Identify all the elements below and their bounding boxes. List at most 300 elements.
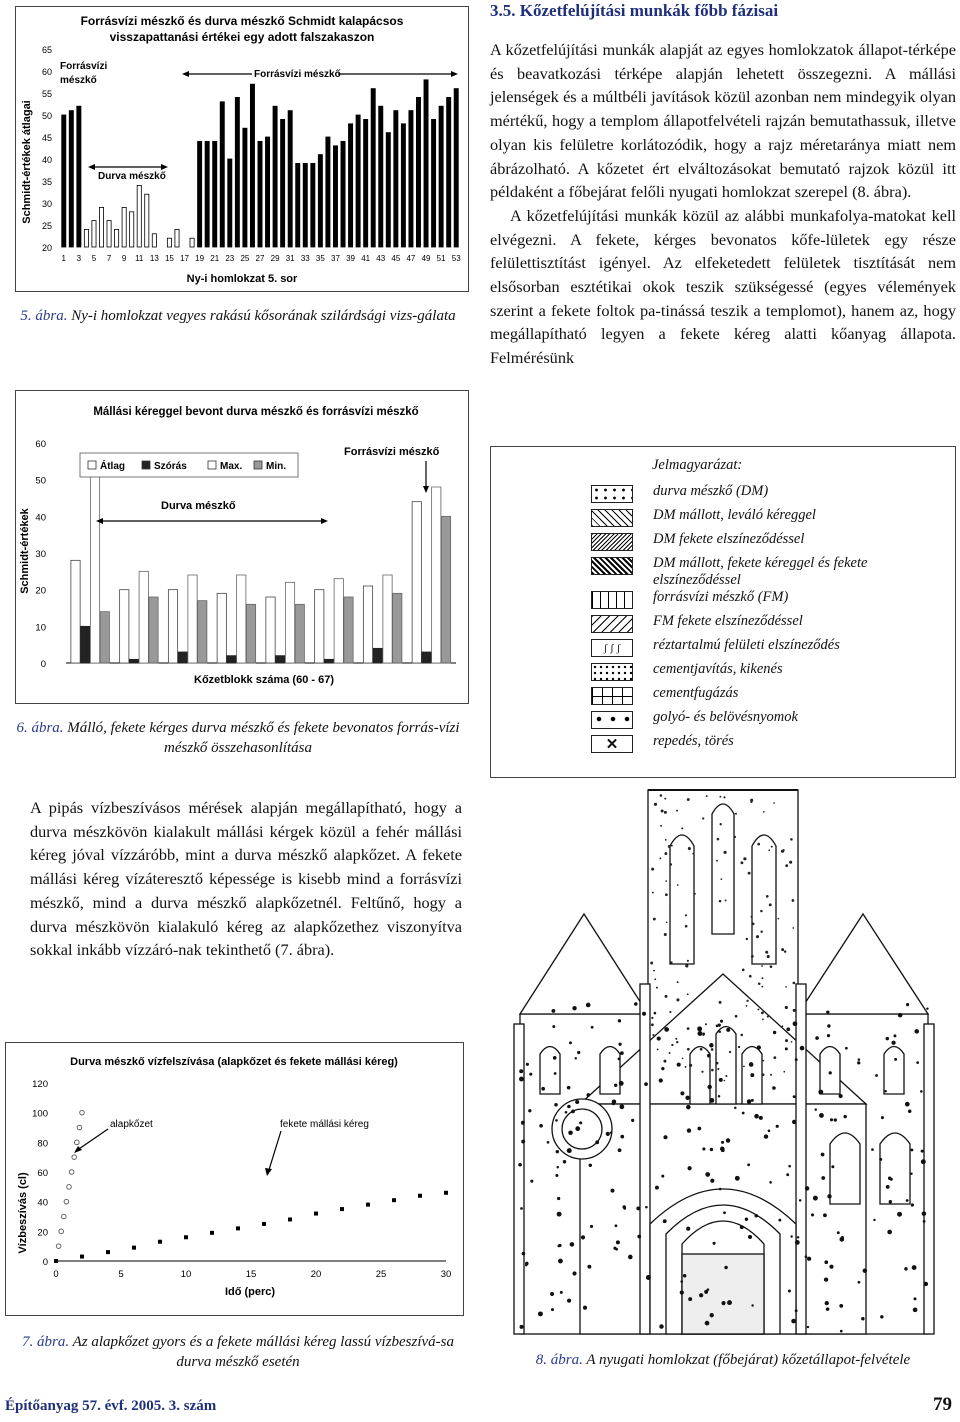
facade-texture-dot <box>781 948 784 951</box>
fig6-bar <box>276 656 285 663</box>
facade-texture-dot <box>554 1072 557 1075</box>
facade-texture-dot <box>642 1012 646 1016</box>
facade-texture-dot <box>671 845 673 847</box>
facade-texture-dot <box>815 1036 819 1040</box>
figure-7-chart <box>5 1042 464 1316</box>
fig6-bar <box>285 582 294 663</box>
legend-label: DM fekete elszíneződéssel <box>653 531 805 547</box>
facade-texture-dot <box>750 1073 754 1077</box>
facade-texture-dot <box>613 1247 616 1250</box>
facade-texture-dot <box>653 918 656 921</box>
fig7-ytick-label: 40 <box>37 1197 48 1209</box>
facade-texture-dot <box>634 1002 638 1006</box>
facade-texture-dot <box>579 1121 582 1124</box>
fig6-bar <box>334 579 343 663</box>
fig5-bar <box>152 234 156 247</box>
fig5-xtick-label: 25 <box>240 254 250 263</box>
facade-texture-dot <box>745 1218 748 1221</box>
facade-texture-dot <box>688 847 691 850</box>
fig5-bar <box>326 137 330 247</box>
legend-item <box>591 555 960 588</box>
fig5-title-line1: Forrásvízi mészkő és durva mészkő Schmidt kalapácsos <box>80 14 404 28</box>
fig5-bar <box>130 212 134 247</box>
facade-texture-dot <box>756 935 759 938</box>
facade-texture-dot <box>826 1011 829 1014</box>
legend-swatch: ʃ ʃ ʃ <box>591 639 633 657</box>
facade-texture-dot <box>751 1304 753 1306</box>
facade-texture-dot <box>702 817 704 819</box>
fig6-ylabel: Schmidt-értékek <box>19 508 31 594</box>
fig5-bar <box>416 97 420 247</box>
fig5-bar <box>62 115 66 247</box>
facade-texture-dot <box>660 794 663 797</box>
facade-texture-dot <box>665 880 667 882</box>
facade-texture-dot <box>786 1027 790 1031</box>
facade-texture-dot <box>701 1071 703 1073</box>
facade-texture-dot <box>916 1061 919 1064</box>
facade-texture-dot <box>558 1259 563 1264</box>
fig5-bar <box>220 102 224 247</box>
facade-texture-dot <box>725 1075 727 1077</box>
facade-texture-dot <box>586 1003 591 1008</box>
legend-label: DM mállott, leváló kéreggel <box>653 507 816 523</box>
facade-texture-dot <box>616 1240 620 1244</box>
facade-texture-dot <box>897 1212 902 1217</box>
fig7-point-crust <box>158 1240 162 1244</box>
fig6-bar <box>227 656 236 663</box>
fig5-xtick-label: 29 <box>270 254 280 263</box>
fig7-caption-text: Az alapkőzet gyors és a fekete mállási kéreg lassú vízbeszívá-sa durva mészkő esetén <box>72 1334 455 1370</box>
facade-texture-dot <box>729 1051 731 1053</box>
facade-texture-dot <box>589 1164 592 1167</box>
facade-texture-dot <box>725 899 727 901</box>
fig6-arrowhead-dm-right <box>321 518 328 524</box>
facade-texture-dot <box>521 1121 525 1125</box>
facade-texture-dot <box>839 1304 843 1308</box>
fig7-point-bedrock <box>80 1110 85 1115</box>
facade-texture-dot <box>660 825 662 827</box>
facade-texture-dot <box>668 845 671 848</box>
facade-texture-dot <box>793 1021 798 1026</box>
fig5-xtick-label: 3 <box>76 254 82 263</box>
facade-texture-dot <box>768 1129 771 1132</box>
fig7-point-bedrock <box>72 1155 77 1160</box>
facade-texture-dot <box>680 1280 683 1283</box>
facade-texture-dot <box>631 1119 634 1122</box>
fig6-bar <box>149 597 158 663</box>
figure-8-legend <box>490 446 956 778</box>
fig5-ytick-label: 40 <box>41 155 52 165</box>
facade-texture-dot <box>913 1308 918 1313</box>
facade-texture-dot <box>791 1319 796 1324</box>
facade-texture-dot <box>686 1227 690 1231</box>
fig6-bar <box>178 652 187 663</box>
facade-texture-dot <box>664 798 666 800</box>
facade-texture-dot <box>749 975 752 978</box>
fig5-xtick-label: 35 <box>315 254 325 263</box>
facade-texture-dot <box>709 1098 714 1103</box>
facade-texture-dot <box>665 839 667 841</box>
fig7-ytick-label: 80 <box>37 1138 48 1150</box>
fig7-xtick-label: 25 <box>375 1269 387 1280</box>
fig5-bar <box>447 97 451 247</box>
fig7-xtick-label: 15 <box>245 1269 257 1280</box>
facade-texture-dot <box>829 1265 833 1269</box>
facade-texture-dot <box>751 955 754 958</box>
figure-6-chart <box>15 390 469 704</box>
facade-texture-dot <box>614 1084 617 1087</box>
tower-window-left <box>670 835 694 964</box>
facade-texture-dot <box>664 852 667 855</box>
facade-texture-dot <box>676 810 678 812</box>
facade-texture-dot <box>529 1073 532 1076</box>
fig7-xtick-label: 0 <box>53 1269 59 1280</box>
facade-texture-dot <box>645 1206 648 1209</box>
facade-texture-dot <box>685 914 687 916</box>
legend-label: cementfugázás <box>653 685 739 701</box>
facade-texture-dot <box>710 1313 714 1317</box>
facade-texture-dot <box>663 1135 667 1139</box>
fig7-point-bedrock <box>75 1140 80 1145</box>
facade-texture-dot <box>619 1081 624 1086</box>
facade-texture-dot <box>765 951 768 954</box>
facade-texture-dot <box>740 1225 744 1229</box>
legend-swatch <box>591 509 633 527</box>
fig6-caption-number: 6. ábra. <box>16 720 64 736</box>
fig6-legend-label: Szórás <box>154 461 187 472</box>
legend-item <box>591 637 960 659</box>
facade-texture-dot <box>751 916 753 918</box>
legend-label: FM fekete elszíneződéssel <box>653 613 803 629</box>
facade-texture-dot <box>834 1118 837 1121</box>
facade-texture-dot <box>807 1326 809 1328</box>
figure-6-caption <box>14 718 462 758</box>
fig5-bar <box>432 119 436 247</box>
facade-texture-dot <box>687 1048 690 1051</box>
facade-texture-dot <box>677 1063 681 1067</box>
fig5-xtick-label: 1 <box>61 254 67 263</box>
fig7-point-crust <box>210 1231 214 1235</box>
facade-texture-dot <box>746 1000 748 1002</box>
fig5-xtick-label: 45 <box>391 254 401 263</box>
fig7-ytick-label: 0 <box>42 1257 48 1268</box>
fig5-bar <box>303 163 307 247</box>
facade-texture-dot <box>843 1115 846 1118</box>
facade-texture-dot <box>664 811 667 814</box>
legend-item <box>591 613 960 635</box>
fig5-arrowhead-dm-right <box>161 164 168 170</box>
fig6-bar <box>198 601 207 663</box>
facade-texture-dot <box>563 1160 566 1163</box>
facade-texture-dot <box>697 1026 702 1031</box>
facade-texture-dot <box>528 1109 531 1112</box>
facade-texture-dot <box>790 838 793 841</box>
facade-texture-dot <box>823 1213 827 1217</box>
facade-texture-dot <box>530 1180 533 1183</box>
fig6-bar <box>217 593 226 663</box>
facade-texture-dot <box>863 1268 867 1272</box>
facade-texture-dot <box>926 1007 928 1009</box>
fig5-bar <box>190 238 194 247</box>
facade-texture-dot <box>652 892 654 894</box>
fig6-bar <box>129 659 138 663</box>
figure-5-chart <box>15 6 469 292</box>
facade-texture-dot <box>743 1065 745 1067</box>
fig5-xtick-label: 39 <box>346 254 356 263</box>
fig5-ytick-label: 55 <box>41 89 52 99</box>
facade-texture-dot <box>721 1301 725 1305</box>
legend-swatch <box>591 663 633 681</box>
facade-texture-dot <box>718 1095 721 1098</box>
fig6-bar <box>324 659 333 663</box>
facade-texture-dot <box>770 965 773 968</box>
facade-texture-dot <box>881 1116 884 1119</box>
fig6-annotation-fm: Forrásvízi mészkő <box>344 446 440 458</box>
fig5-xtick-label: 11 <box>135 254 144 263</box>
facade-texture-dot <box>520 1325 524 1329</box>
facade-texture-dot <box>706 795 708 797</box>
facade-texture-dot <box>595 1140 599 1144</box>
facade-texture-dot <box>721 1141 724 1144</box>
fig6-ytick-label: 0 <box>40 659 46 670</box>
fig7-point-crust <box>418 1194 422 1198</box>
facade-texture-dot <box>665 995 668 998</box>
facade-texture-dot <box>792 1120 796 1124</box>
facade-texture-dot <box>721 1148 725 1152</box>
fig7-point-bedrock <box>69 1170 74 1175</box>
facade-texture-dot <box>755 1214 759 1218</box>
facade-texture-dot <box>840 1330 843 1333</box>
legend-label: durva mészkő (DM) <box>653 483 769 499</box>
figure-5-svg <box>16 7 468 291</box>
facade-texture-dot <box>747 1163 750 1166</box>
facade-texture-dot <box>713 1242 716 1245</box>
facade-texture-dot <box>716 1062 719 1065</box>
fig5-bar <box>348 124 352 247</box>
fig5-bar <box>137 185 141 247</box>
facade-texture-dot <box>726 1028 730 1032</box>
facade-texture-dot <box>711 1069 714 1072</box>
legend-title: Jelmagyarázat: <box>652 457 743 473</box>
fig5-xtick-label: 31 <box>285 254 295 263</box>
facade-texture-dot <box>738 1046 740 1048</box>
facade-texture-dot <box>858 1281 861 1284</box>
facade-texture-dot <box>699 1293 703 1297</box>
facade-texture-dot <box>664 1027 669 1032</box>
facade-texture-dot <box>720 1020 723 1023</box>
facade-texture-dot <box>760 930 762 932</box>
legend-item <box>591 685 960 707</box>
facade-texture-dot <box>717 1068 719 1070</box>
facade-texture-dot <box>813 1196 818 1201</box>
facade-texture-dot <box>612 1102 615 1105</box>
fig5-xtick-label: 7 <box>106 254 112 263</box>
fig5-bar <box>99 207 103 247</box>
facade-texture-dot <box>920 1090 923 1093</box>
fig5-annotation-fm-right: Forrásvízi mészkő <box>254 69 341 80</box>
facade-texture-dot <box>687 1166 691 1170</box>
facade-texture-dot <box>707 1085 711 1089</box>
facade-texture-dot <box>911 1203 914 1206</box>
fig6-bar <box>120 590 129 663</box>
fig7-point-crust <box>340 1207 344 1211</box>
facade-texture-dot <box>773 802 775 804</box>
facade-texture-dot <box>799 1199 802 1202</box>
facade-texture-dot <box>795 1058 798 1061</box>
fig6-bar <box>373 648 382 663</box>
facade-texture-dot <box>518 1163 522 1167</box>
figure-7-svg <box>6 1043 463 1315</box>
fig5-bar <box>228 159 232 247</box>
facade-texture-dot <box>720 878 722 880</box>
facade-texture-dot <box>623 1207 626 1210</box>
facade-texture-dot <box>776 1125 779 1128</box>
facade-texture-dot <box>827 1194 831 1198</box>
fig6-bar <box>393 593 402 663</box>
fig5-xtick-label: 33 <box>300 254 310 263</box>
fig5-title-line2: visszapattanási értékei egy adott falszakaszon <box>109 30 375 44</box>
facade-texture-dot <box>893 1034 896 1037</box>
facade-texture-dot <box>887 1230 892 1235</box>
fig5-xtick-label: 9 <box>121 254 127 263</box>
facade-texture-dot <box>793 1095 796 1098</box>
fig5-ylabel: Schmidt-értékek átlagai <box>21 100 33 224</box>
fig7-point-bedrock <box>77 1125 82 1130</box>
facade-texture-dot <box>773 1031 776 1034</box>
facade-texture-dot <box>572 1271 576 1275</box>
facade-texture-dot <box>912 1265 917 1270</box>
facade-texture-dot <box>686 1105 691 1110</box>
fig5-bar <box>371 89 375 247</box>
facade-texture-dot <box>586 1093 590 1097</box>
facade-texture-dot <box>923 1220 926 1223</box>
facade-texture-dot <box>520 1207 523 1210</box>
section-body <box>490 38 956 370</box>
facade-texture-dot <box>723 796 725 798</box>
facade-texture-dot <box>676 998 679 1001</box>
fig6-bar <box>441 516 450 663</box>
facade-texture-dot <box>824 1260 828 1264</box>
facade-texture-dot <box>772 1086 776 1090</box>
facade-texture-dot <box>724 851 727 854</box>
facade-texture-dot <box>661 810 664 813</box>
fig5-ytick-label: 25 <box>41 221 52 231</box>
paragraph-1: A kőzetfelújítási munkák alapját az egyes homlokzatok állapot-térképe és beavatkozási térképe alapján lehetett összegezni. A mállási jelenségek és a múltbéli javítások közül azonban nem mindegyik olyan mértékű, hogy a templom állapotfelvételi rajzán bemutathassuk, illetve olyan kis felületre korlátozódik, hogy a rajz méretaránya miatt nem ábrázolható. A kőzetet ért elváltozásokat bemutató rajzok közül itt példaként a főbejárat felőli nyugati homlokzat szerepel (8. ábra). <box>490 40 956 202</box>
legend-swatch: ✕ <box>591 735 633 753</box>
facade-texture-dot <box>905 1102 910 1107</box>
facade-texture-dot <box>734 836 736 838</box>
facade-texture-dot <box>719 796 721 798</box>
facade-texture-dot <box>761 977 763 979</box>
facade-texture-dot <box>769 903 772 906</box>
facade-texture-dot <box>747 1099 752 1104</box>
fig7-annotation-bedrock: alapkőzet <box>110 1119 153 1130</box>
facade-texture-dot <box>764 1134 768 1138</box>
facade-texture-dot <box>569 1041 572 1044</box>
facade-svg <box>500 784 948 1340</box>
facade-texture-dot <box>567 1148 572 1153</box>
fig6-legend-label: Min. <box>266 461 286 472</box>
facade-texture-dot <box>680 1290 684 1294</box>
facade-texture-dot <box>757 1045 761 1049</box>
fig6-bar <box>344 597 353 663</box>
facade-texture-dot <box>567 1105 571 1109</box>
facade-texture-dot <box>565 1111 568 1114</box>
fig5-bar <box>296 163 300 247</box>
fig6-bar <box>432 487 441 663</box>
facade-texture-dot <box>785 1039 788 1042</box>
facade-texture-dot <box>741 861 744 864</box>
facade-texture-dot <box>689 1064 692 1067</box>
facade-texture-dot <box>781 1025 783 1027</box>
facade-texture-dot <box>702 1147 705 1150</box>
facade-texture-dot <box>651 1017 653 1019</box>
facade-texture-dot <box>628 1255 633 1260</box>
facade-texture-dot <box>619 1104 624 1109</box>
facade-texture-dot <box>889 1200 892 1203</box>
fig5-xtick-label: 19 <box>195 254 205 263</box>
facade-texture-dot <box>762 1073 765 1076</box>
fig5-xtick-label: 37 <box>331 254 340 263</box>
facade-texture-dot <box>680 1091 684 1095</box>
facade-texture-dot <box>769 1181 772 1184</box>
facade-texture-dot <box>670 961 672 963</box>
fig6-caption-text: Málló, fekete kérges durva mészkő és fekete bevonatos forrás-vízi mészkő összehasonlítása <box>67 720 460 756</box>
facade-texture-dot <box>793 1009 796 1012</box>
facade-texture-dot <box>886 1037 889 1040</box>
fig7-point-crust <box>132 1246 136 1250</box>
facade-texture-dot <box>821 1153 825 1157</box>
fig5-xtick-label: 23 <box>225 254 235 263</box>
facade-texture-dot <box>587 1265 591 1269</box>
facade-texture-dot <box>763 1060 765 1062</box>
facade-texture-dot <box>805 1255 808 1258</box>
facade-texture-dot <box>572 1006 576 1010</box>
fig8-caption-number: 8. ábra. <box>535 1352 583 1368</box>
fig7-point-crust <box>262 1222 266 1226</box>
figure-7-caption <box>14 1332 462 1372</box>
facade-texture-dot <box>522 1252 526 1256</box>
section-heading <box>490 0 956 22</box>
fig7-point-crust <box>80 1255 84 1259</box>
facade-texture-dot <box>830 1118 833 1121</box>
facade-texture-dot <box>762 1019 764 1021</box>
fig5-bar <box>205 141 209 247</box>
facade-texture-dot <box>618 1043 621 1046</box>
facade-texture-dot <box>575 1057 577 1059</box>
facade-texture-dot <box>657 1049 659 1051</box>
facade-texture-dot <box>783 1071 785 1073</box>
fig5-bar <box>107 221 111 247</box>
facade-texture-dot <box>894 1058 897 1061</box>
fig5-bar <box>115 229 119 247</box>
fig5-bar <box>409 111 413 247</box>
fig5-xtick-label: 43 <box>376 254 386 263</box>
legend-swatch <box>591 711 633 729</box>
fig5-ytick-label: 45 <box>41 133 52 143</box>
facade-texture-dot <box>742 969 745 972</box>
facade-texture-dot <box>661 1067 664 1070</box>
facade-texture-dot <box>726 1138 730 1142</box>
facade-texture-dot <box>746 938 748 940</box>
fig5-bar <box>92 221 96 247</box>
fig5-xlabel: Ny-i homlokzat 5. sor <box>186 273 298 285</box>
facade-texture-dot <box>675 1038 677 1040</box>
facade-texture-dot <box>711 1048 714 1051</box>
fig5-ytick-label: 20 <box>41 243 52 253</box>
facade-texture-dot <box>778 1219 781 1222</box>
facade-texture-dot <box>615 1224 618 1227</box>
